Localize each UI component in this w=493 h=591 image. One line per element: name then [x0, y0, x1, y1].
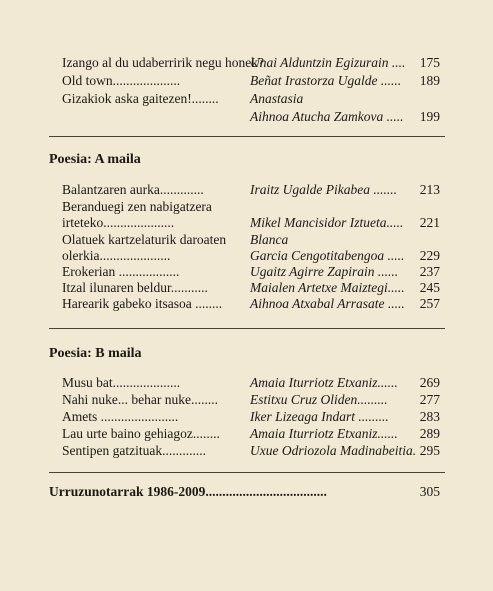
toc-entry-title: Balantzaren aurka............. [62, 182, 204, 197]
toc-entry-page: 189 [419, 73, 440, 88]
toc-entry-page: 213 [419, 182, 440, 197]
toc-entry-page: 257 [419, 296, 440, 311]
toc-entry-page: 269 [419, 375, 440, 390]
toc-entry-author: Aihnoa Atucha Zamkova ..... [250, 109, 404, 124]
toc-entry-title: Itzal ilunaren beldur........... [62, 280, 208, 295]
toc-entry-title: Olatuek kartzelaturik daroaten [62, 232, 227, 247]
toc-entry-title: olerkia..................... [62, 248, 171, 263]
toc-entry-page: 295 [419, 443, 440, 458]
toc-entry-page: 199 [419, 109, 440, 124]
section-heading-a: Poesia: A maila [49, 152, 141, 167]
toc-entry-author: Beñat Irastorza Ugalde ...... [250, 73, 402, 88]
toc-entry-author: Iker Lizeaga Indart ......... [250, 409, 389, 424]
toc-entry-author: Unai Alduntzin Egizurain .... [250, 55, 406, 70]
toc-entry-title: Amets ....................... [62, 409, 179, 424]
toc-entry-author: Garcia Cengotitabengoa ..... [250, 248, 405, 263]
toc-entry-author: Maialen Artetxe Maiztegi..... [250, 280, 405, 295]
toc-entry-author: Blanca [250, 232, 289, 247]
toc-entry-author: Uxue Odriozola Madinabeitia. [250, 443, 417, 458]
section-divider [49, 472, 445, 473]
toc-entry-title: Lau urte baino gehiagoz........ [62, 426, 220, 441]
section-heading-b: Poesia: B maila [49, 346, 142, 361]
toc-entry-title: irteteko..................... [62, 215, 175, 230]
toc-entry-title: Harearik gabeko itsasoa ........ [62, 296, 223, 311]
toc-entry-page: 245 [419, 280, 440, 295]
final-entry-page: 305 [419, 484, 440, 499]
toc-entry-author: Iraitz Ugalde Pikabea ....... [250, 182, 397, 197]
toc-entry-title: Izango al du udaberririk negu honek? [62, 55, 265, 70]
section-divider [49, 328, 445, 329]
toc-entry-page: 237 [419, 264, 440, 279]
toc-entry-page: 283 [419, 409, 440, 424]
section-divider [49, 136, 445, 137]
toc-entry-author: Amaia Iturriotz Etxaniz...... [250, 375, 398, 390]
toc-entry-title: Musu bat.................... [62, 375, 181, 390]
toc-entry-title: Erokerian .................. [62, 264, 180, 279]
toc-entry-author: Amaia Iturriotz Etxaniz...... [250, 426, 398, 441]
toc-entry-page: 175 [419, 55, 440, 70]
toc-entry-page: 289 [419, 426, 440, 441]
toc-entry-title: Old town.................... [62, 73, 181, 88]
final-entry-title: Urruzunotarrak 1986-2009.................................... [49, 484, 327, 499]
toc-entry-author: Ugaitz Agirre Zapirain ...... [250, 264, 399, 279]
toc-entry-title: Beranduegi zen nabigatzera [62, 199, 212, 214]
toc-entry-title: Gizakiok aska gaitezen!........ [62, 91, 219, 106]
toc-entry-page: 229 [419, 248, 440, 263]
toc-entry-author: Anastasia [250, 91, 304, 106]
toc-entry-page: 221 [419, 215, 440, 230]
toc-entry-title: Sentipen gatzituak............. [62, 443, 206, 458]
toc-entry-title: Nahi nuke... behar nuke........ [62, 392, 218, 407]
toc-entry-page: 277 [419, 392, 440, 407]
toc-entry-author: Estitxu Cruz Oliden......... [250, 392, 388, 407]
toc-entry-author: Aihnoa Atxabal Arrasate ..... [250, 296, 405, 311]
toc-entry-author: Mikel Mancisidor Iztueta..... [250, 215, 404, 230]
